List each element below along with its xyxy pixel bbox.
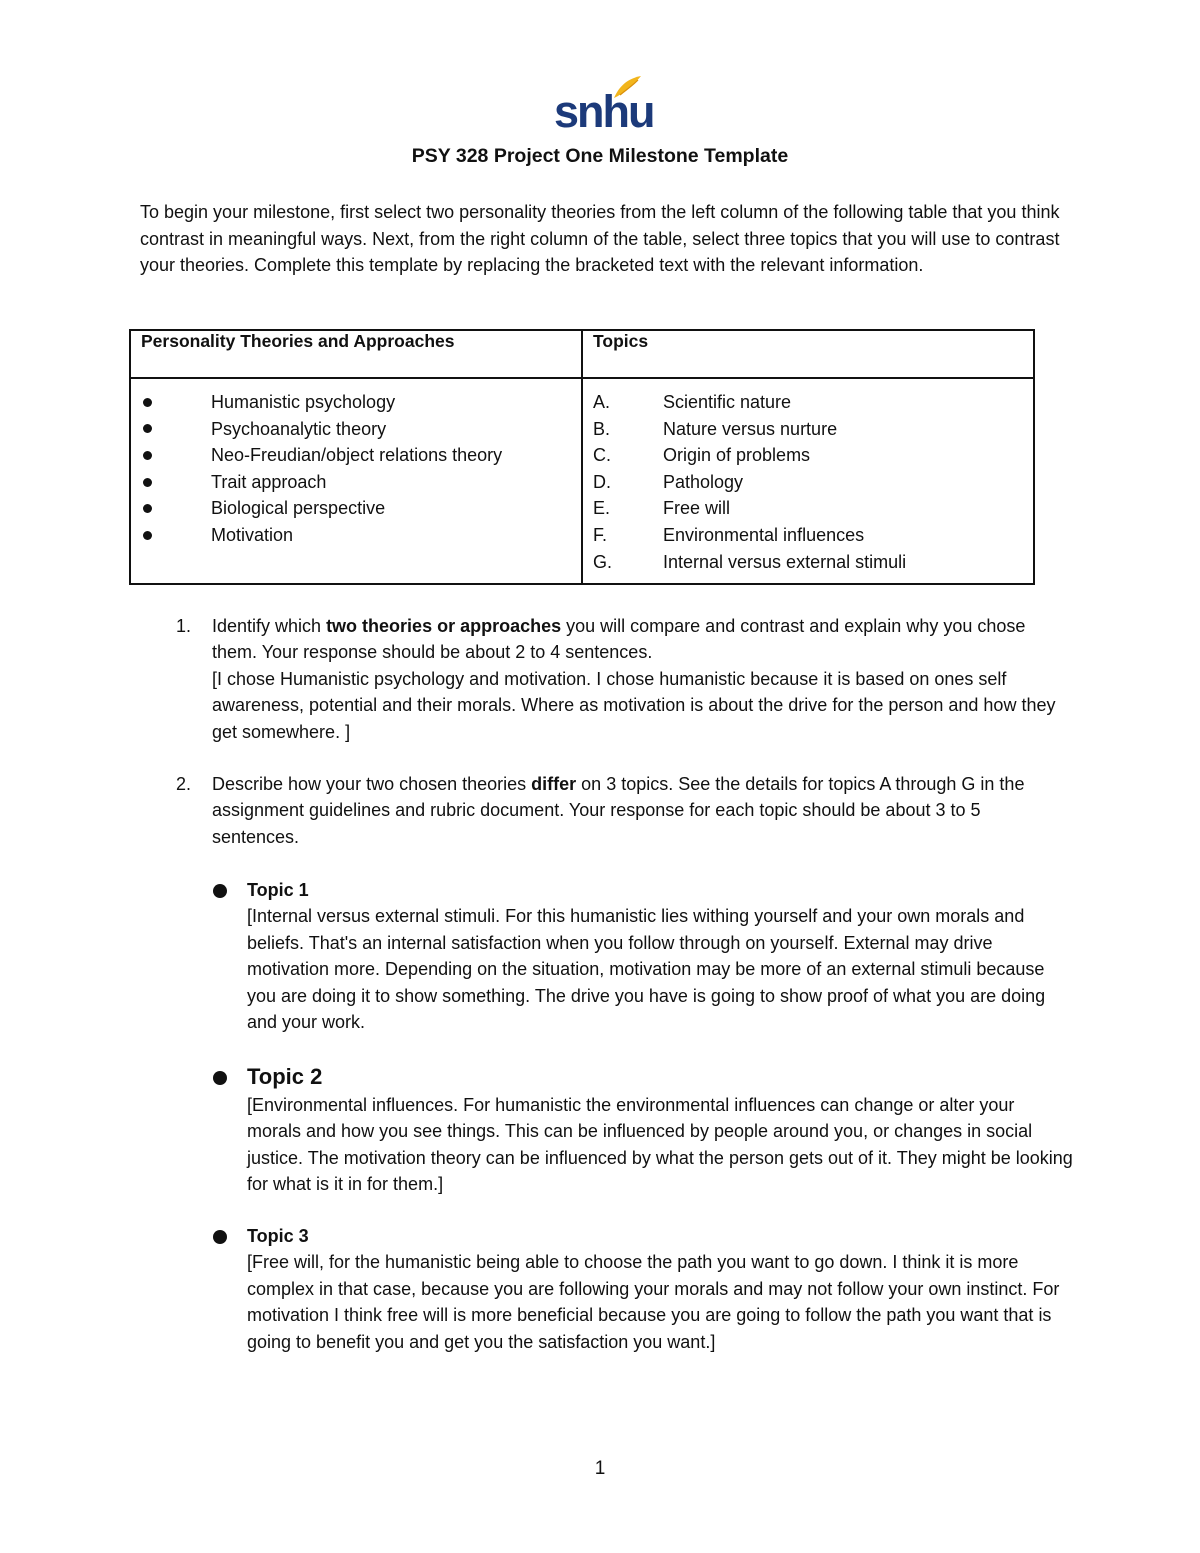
topic-text: [Environmental influences. For humanistic the environmental influences can change or alter your morals and how you see things. This can be influenced by people around you, or changes in social justice. The motivation theory can be influenced by what the person gets out of it. They might be looking for what is it in for them.] xyxy=(247,1095,1073,1195)
topic-answer-1 xyxy=(213,877,1073,1035)
topic-item xyxy=(593,549,1023,576)
question-number: 1. xyxy=(176,616,192,636)
theories-column-header: Personality Theories and Approaches xyxy=(130,330,582,378)
question-prompt: Identify which xyxy=(212,616,327,636)
topic-item xyxy=(593,522,1023,549)
bullet-icon xyxy=(141,442,211,469)
topic-item xyxy=(593,389,1023,416)
topic-letter: C. xyxy=(593,445,611,466)
topic-label: Internal versus external stimuli xyxy=(663,551,907,572)
theories-topics-table xyxy=(129,329,1035,585)
question-prompt-rest: you will compare and contrast and explain why you chose them. Your response should be about 2 to 4 sentences. xyxy=(212,616,1026,663)
topic-answer-3 xyxy=(213,1223,1073,1355)
topic-heading: Topic 1 xyxy=(247,880,309,900)
theory-item xyxy=(141,416,571,443)
topic-label: Scientific nature xyxy=(663,392,792,412)
theory-list xyxy=(141,389,571,549)
bullet-icon xyxy=(141,389,211,416)
page-title: PSY 328 Project One Milestone Template xyxy=(411,145,789,167)
logo-wordmark: snhu xyxy=(554,86,654,137)
bullet-icon xyxy=(141,495,211,522)
topic-label: Environmental influences xyxy=(663,524,865,545)
topic-text: [Free will, for the humanistic being able to choose the path you want to go down. I think it is more complex in that case, because you are following your morals and may not follow your own instinct. For motivation I think free will is more beneficial because you are going to follow the path you want that is going to benefit you and get you the satisfaction you want.] xyxy=(247,1252,1060,1352)
question-prompt: Describe how your two chosen theories xyxy=(212,774,532,794)
topic-letter: B. xyxy=(593,418,611,439)
topics-column-header: Topics xyxy=(582,330,1034,378)
question-prompt-bold: two theories or approaches xyxy=(326,616,562,636)
topic-item xyxy=(593,469,1023,496)
theory-item xyxy=(141,495,571,522)
theory-label: Psychoanalytic theory xyxy=(211,418,387,439)
topic-label: Pathology xyxy=(663,471,744,492)
theory-label: Motivation xyxy=(211,524,294,545)
theory-item xyxy=(141,469,571,496)
bullet-icon xyxy=(141,416,211,443)
topics-cell xyxy=(582,378,1034,584)
theory-item xyxy=(141,522,571,549)
question-number: 2. xyxy=(176,774,192,794)
topic-list xyxy=(593,389,1023,575)
topic-letter: F. xyxy=(593,524,608,545)
topic-letter: D. xyxy=(593,471,611,492)
topic-heading: Topic 2 xyxy=(247,1064,323,1089)
theory-item xyxy=(141,389,571,416)
bullet-icon xyxy=(213,1071,227,1085)
theory-label: Biological perspective xyxy=(211,498,386,519)
topic-answer-2 xyxy=(213,1062,1073,1198)
theory-label: Trait approach xyxy=(211,471,327,492)
theory-label: Humanistic psychology xyxy=(211,392,396,412)
question-2 xyxy=(176,771,1066,850)
bullet-icon xyxy=(141,469,211,496)
question-1 xyxy=(176,613,1066,745)
theories-cell xyxy=(130,378,582,584)
topic-letter: G. xyxy=(593,551,613,572)
topic-letter: A. xyxy=(593,392,611,412)
topic-text: [Internal versus external stimuli. For this humanistic lies withing yourself and your own morals and beliefs. That's an internal satisfaction when you follow through on yourself. External may drive motivation more. Depending on the situation, motivation may be more of an external stimuli because you are doing it to show something. The drive you have is going to show proof of what you are doing and your work. xyxy=(247,906,1046,1033)
topic-item xyxy=(593,442,1023,469)
topic-item xyxy=(593,416,1023,443)
topic-item xyxy=(593,495,1023,522)
topic-label: Origin of problems xyxy=(663,445,811,466)
bullet-icon xyxy=(213,884,227,898)
theory-item xyxy=(141,442,571,469)
question-answer: [I chose Humanistic psychology and motivation. I chose humanistic because it is based on ones self awareness, potential and their morals. Where as motivation is about the drive for the person and how they get somewhere. ] xyxy=(212,668,1056,742)
topic-label: Nature versus nurture xyxy=(663,418,838,439)
page-number: 1 xyxy=(594,1458,606,1479)
bullet-icon xyxy=(213,1230,227,1244)
topic-label: Free will xyxy=(663,498,731,519)
theory-label: Neo-Freudian/object relations theory xyxy=(211,445,503,466)
intro-paragraph: To begin your milestone, first select two personality theories from the left column of the following table that you think contrast in meaningful ways. Next, from the right column of the table, select three topics that you will use to contrast your theories. Complete this template by replacing the bracketed text with the relevant information. xyxy=(140,202,1060,275)
topic-heading: Topic 3 xyxy=(247,1226,309,1246)
bullet-icon xyxy=(141,522,211,549)
topic-letter: E. xyxy=(593,498,611,519)
snhu-logo xyxy=(554,74,654,138)
question-prompt-bold: differ xyxy=(531,774,577,794)
question-prompt-rest: on 3 topics. See the details for topics A through G in the assignment guidelines and rubric document. Your response for each topic should be about 3 to 5 sentences. xyxy=(212,774,1025,847)
